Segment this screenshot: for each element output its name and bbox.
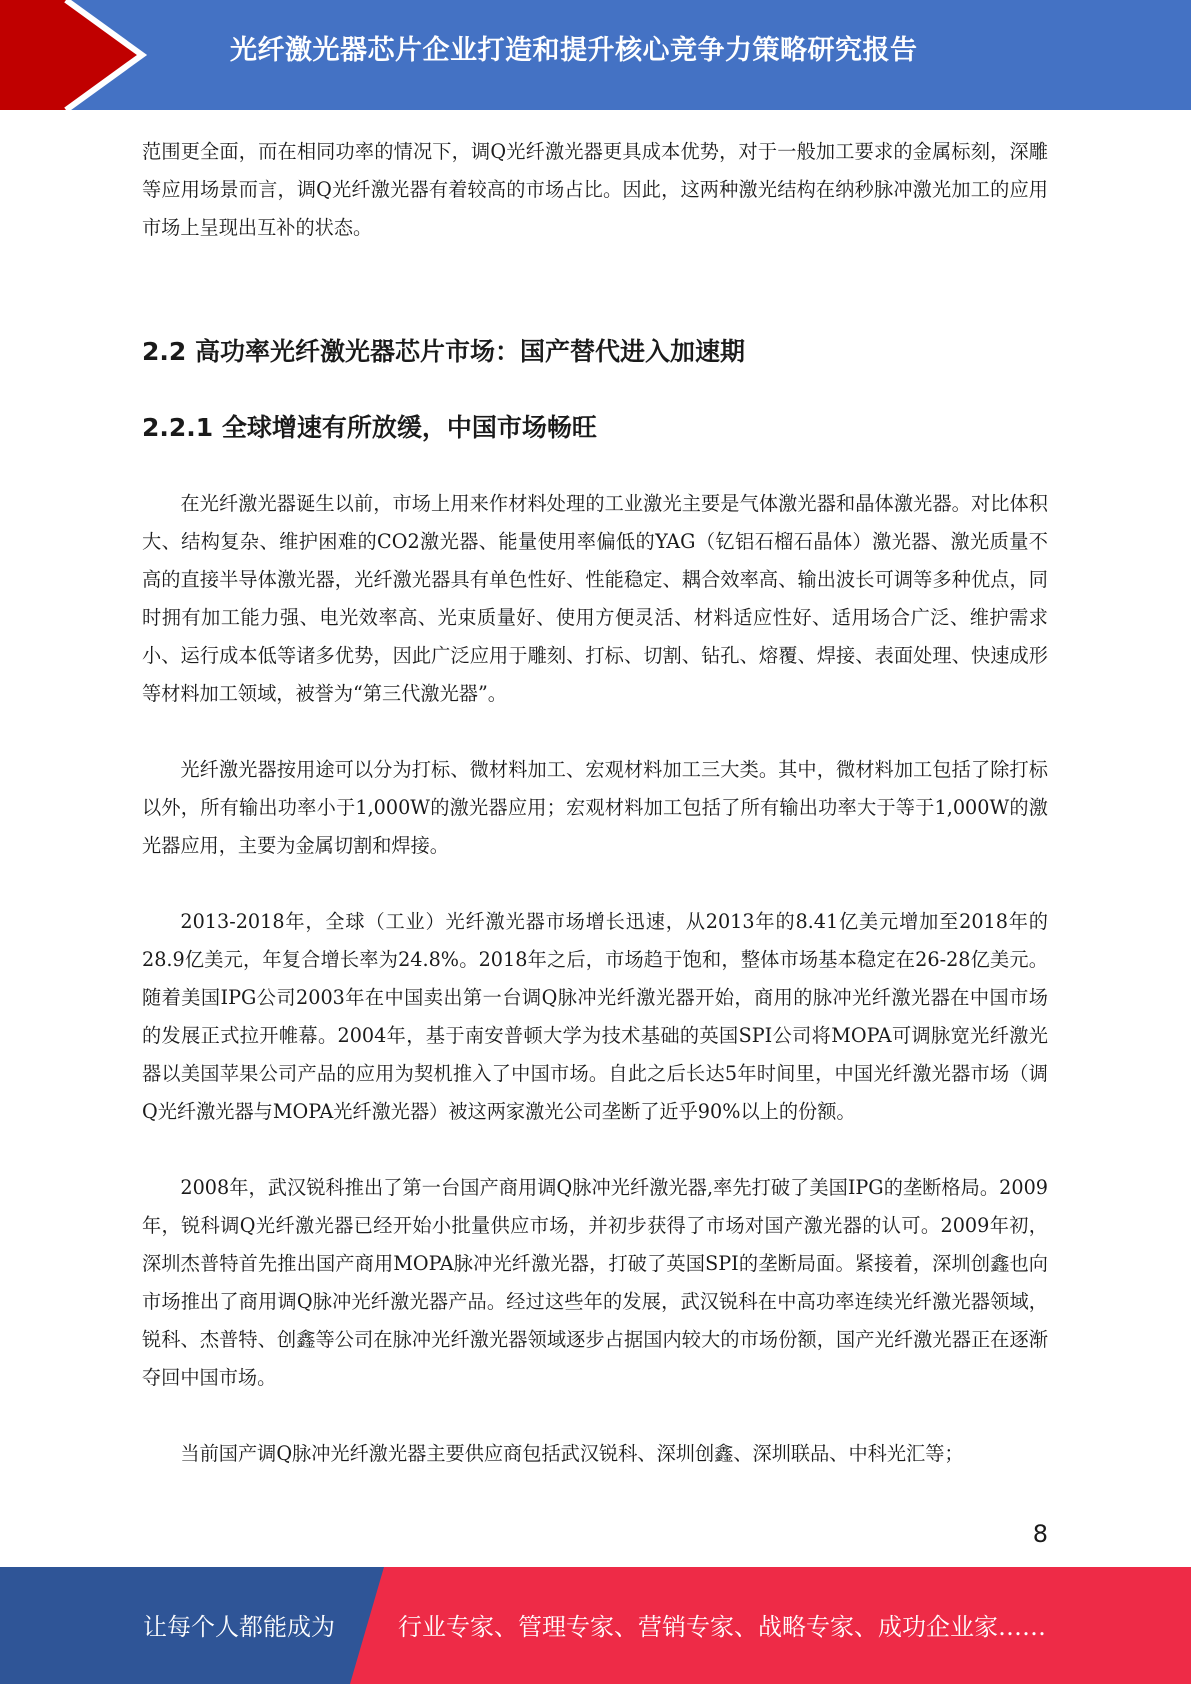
footer-slogan-right: 行业专家、管理专家、营销专家、战略专家、成功企业家…… <box>398 1613 1046 1641</box>
paragraph: 2013-2018年，全球（工业）光纤激光器市场增长迅速，从2013年的8.41亿美元增加至2018年的28.9亿美元，年复合增长率为24.8%。2018年之后，市场趋于饱和，整体市场基本稳定在26-28亿美元。随着美国IPG公司2003年在中国卖出第一台调Q脉冲光纤激光器开始，商用的脉冲光纤激光器在中国市场的发展正式拉开帷幕。2004年，基于南安普顿大学为技术基础的英国SPI公司将MOPA可调脉宽光纤激光器以美国苹果公司产品的应用为契机推入了中国市场。自此之后长达5年时间里，中国光纤激光器市场（调Q光纤激光器与MOPA光纤激光器）被这两家激光公司垄断了近乎90%以上的份额。 <box>142 910 1048 1123</box>
subsection-heading: 2.2.1 全球增速有所放缓，中国市场畅旺 <box>142 413 597 442</box>
paragraph: 2008年，武汉锐科推出了第一台国产商用调Q脉冲光纤激光器,率先打破了美国IPG的垄断格局。2009年，锐科调Q光纤激光器已经开始小批量供应市场，并初步获得了市场对国产激光器的认可。2009年初，深圳杰普特首先推出国产商用MOPA脉冲光纤激光器，打破了英国SPI的垄断局面。紧接着，深圳创鑫也向市场推出了商用调Q脉冲光纤激光器产品。经过这些年的发展，武汉锐科在中高功率连续光纤激光器领域，锐科、杰普特、创鑫等公司在脉冲光纤激光器领域逐步占据国内较大的市场份额，国产光纤激光器正在逐渐夺回中国市场。 <box>142 1176 1048 1389</box>
paragraph: 光纤激光器按用途可以分为打标、微材料加工、宏观材料加工三大类。其中，微材料加工包括了除打标以外，所有输出功率小于1,000W的激光器应用；宏观材料加工包括了所有输出功率大于等于1,000W的激光器应用，主要为金属切割和焊接。 <box>142 758 1048 857</box>
report-title: 光纤激光器芯片企业打造和提升核心竞争力策略研究报告 <box>230 35 918 66</box>
paragraph: 当前国产调Q脉冲光纤激光器主要供应商包括武汉锐科、深圳创鑫、深圳联品、中科光汇等； <box>180 1442 964 1465</box>
section-heading: 2.2 高功率光纤激光器芯片市场：国产替代进入加速期 <box>142 337 745 366</box>
header-arrow-decoration <box>0 0 160 110</box>
paragraph: 在光纤激光器诞生以前，市场上用来作材料处理的工业激光主要是气体激光器和晶体激光器。对比体积大、结构复杂、维护困难的CO2激光器、能量使用率偏低的YAG（钇铝石榴石晶体）激光器、激光质量不高的直接半导体激光器，光纤激光器具有单色性好、性能稳定、耦合效率高、输出波长可调等多种优点，同时拥有加工能力强、电光效率高、光束质量好、使用方便灵活、材料适应性好、适用场合广泛、维护需求小、运行成本低等诸多优势，因此广泛应用于雕刻、打标、切割、钻孔、熔覆、焊接、表面处理、快速成形等材料加工领域，被誉为“第三代激光器”。 <box>142 492 1048 705</box>
page-footer <box>0 1567 1191 1684</box>
document-body <box>142 133 1048 1473</box>
page-header <box>0 0 1191 110</box>
intro-paragraph: 范围更全面，而在相同功率的情况下，调Q光纤激光器更具成本优势，对于一般加工要求的金属标刻，深雕等应用场景而言，调Q光纤激光器有着较高的市场占比。因此，这两种激光结构在纳秒脉冲激光加工的应用市场上呈现出互补的状态。 <box>142 140 1048 239</box>
page-number: 8 <box>1032 1520 1048 1548</box>
footer-slogan-left: 让每个人都能成为 <box>143 1613 335 1641</box>
